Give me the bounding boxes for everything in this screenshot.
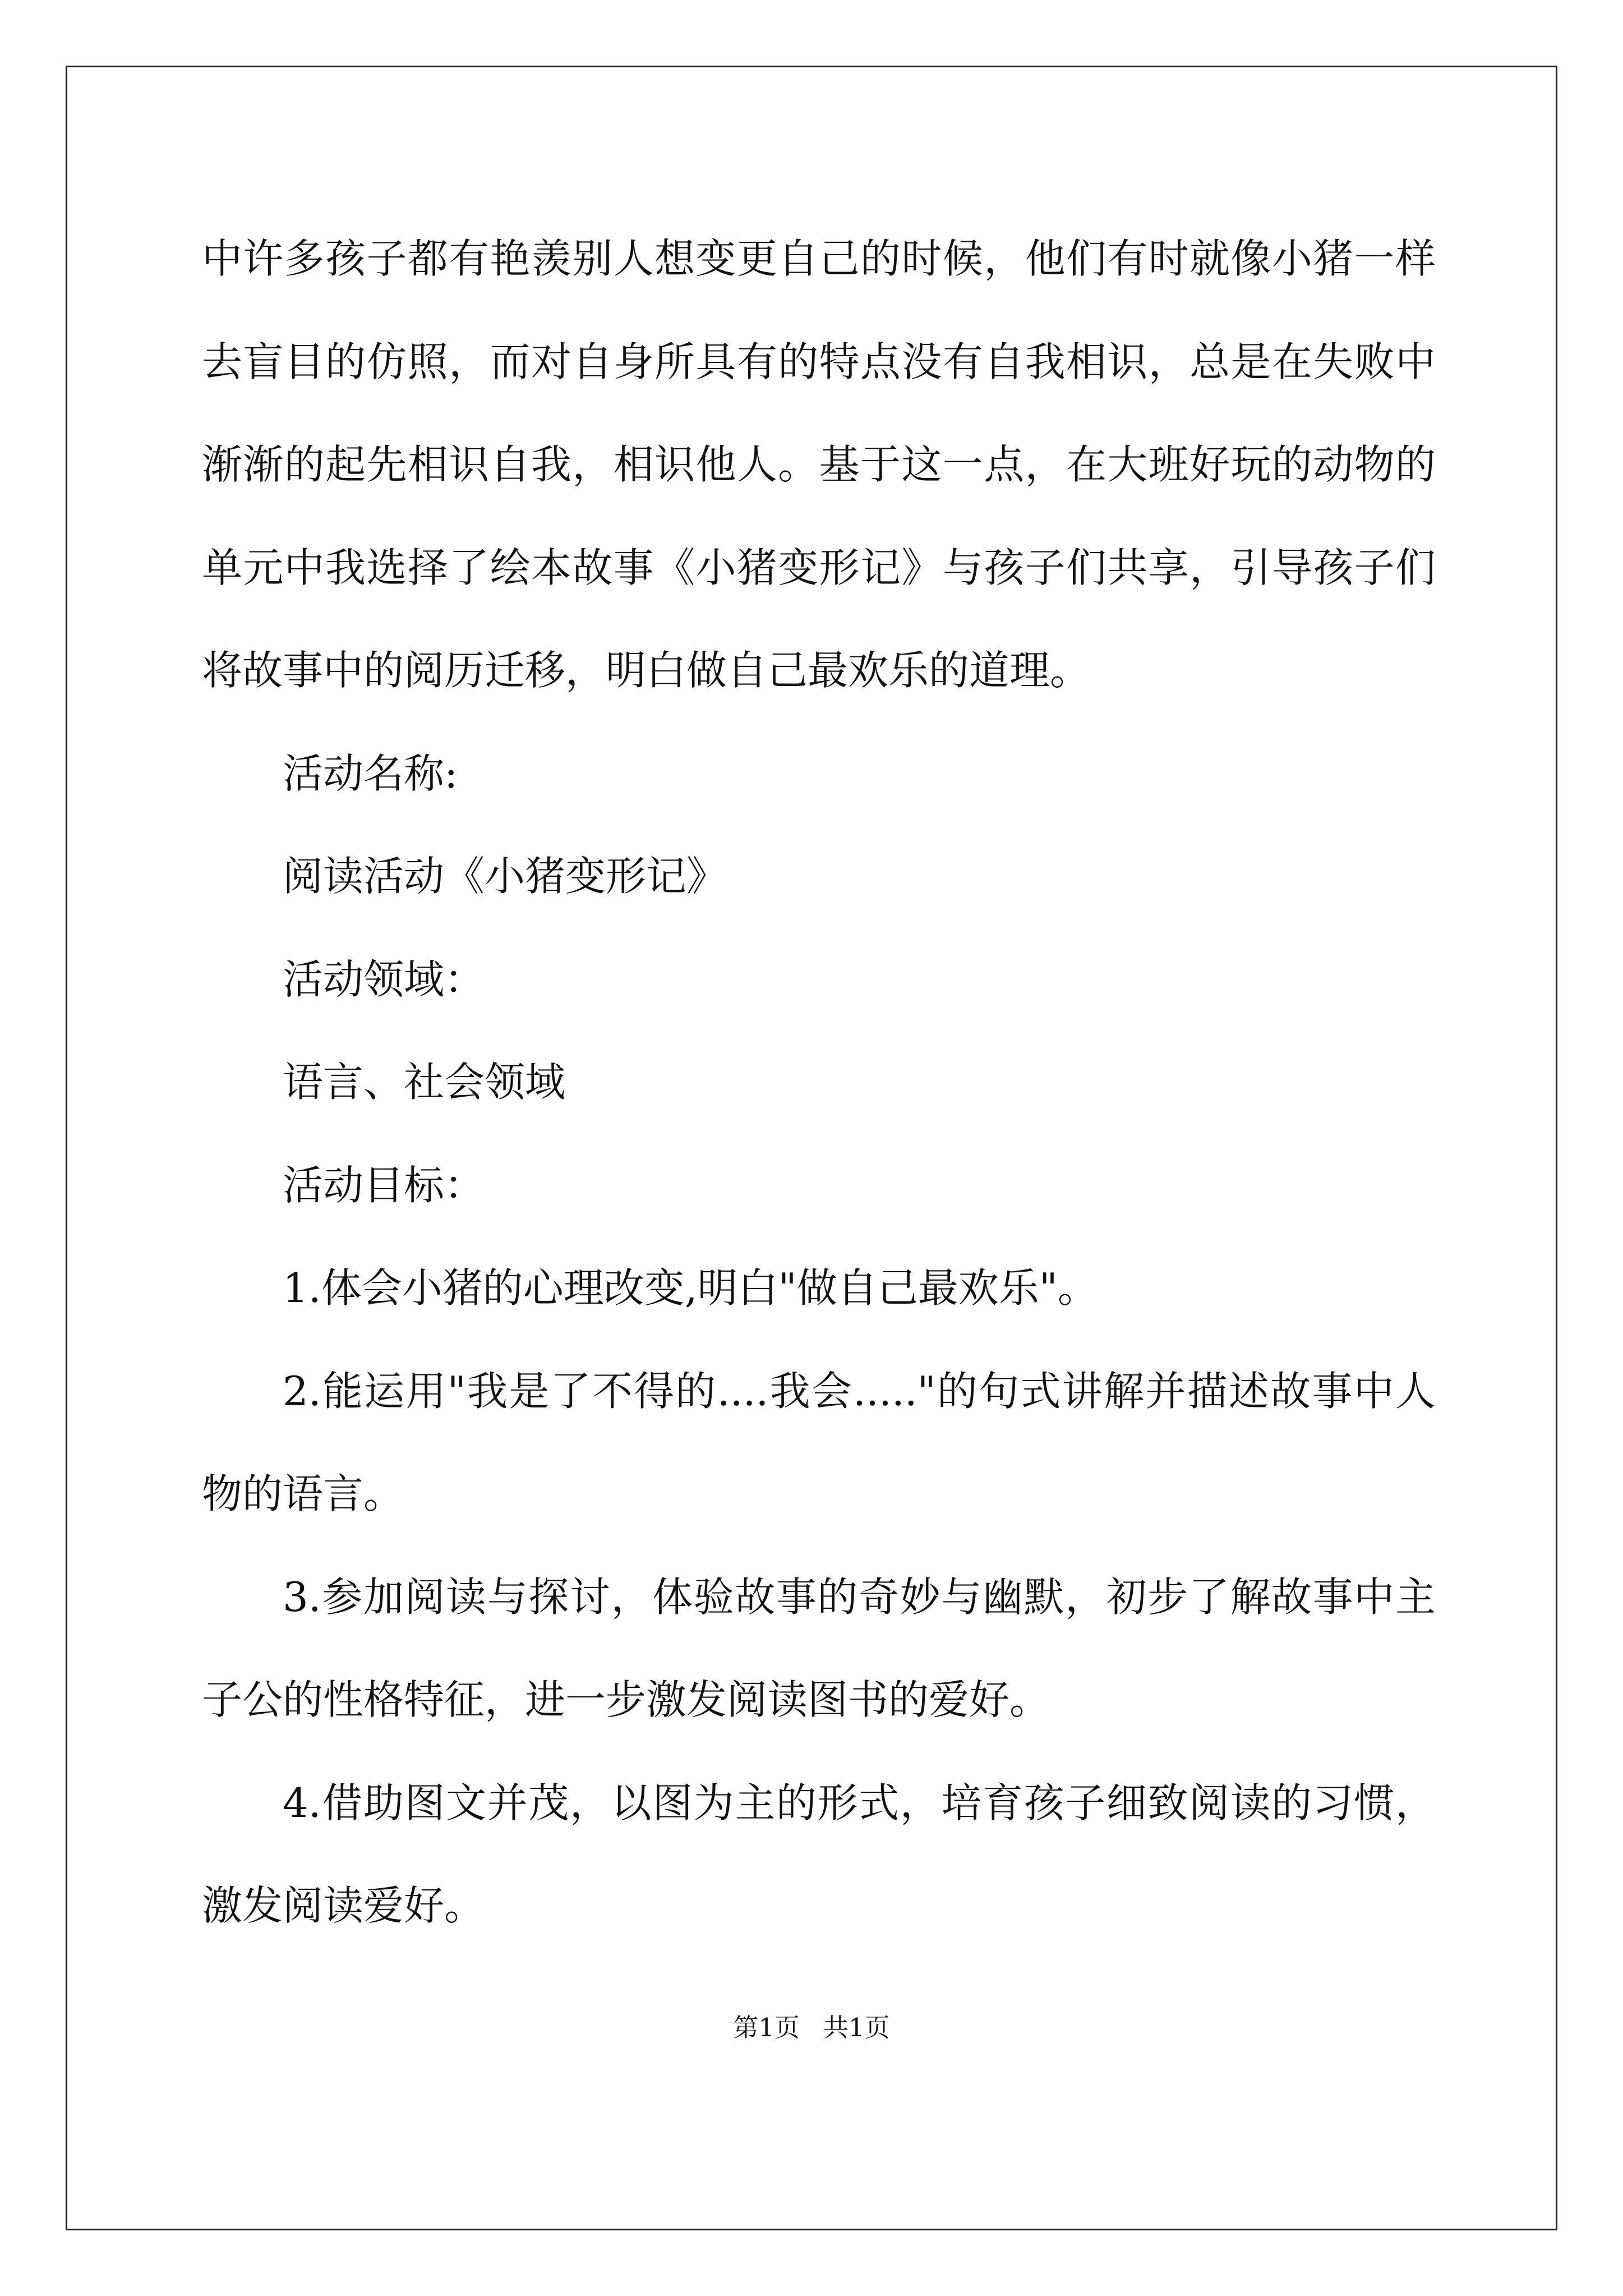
paragraph-activity-name-label: 活动名称: <box>283 749 458 797</box>
paragraph-activity-goals-label: 活动目标： <box>283 1161 485 1209</box>
paragraph-goal-1: 1.体会小猪的心理改变,明白"做自己最欢乐"。 <box>283 1264 1098 1312</box>
paragraph-activity-domain: 语言、社会领域 <box>283 1059 566 1106</box>
page-total: 共1页 <box>823 2013 890 2042</box>
document-body <box>202 208 1436 1958</box>
paragraph-goal-4: 4.借助图文并茂，以图为主的形式，培育孩子细致阅读的习惯，激发阅读爱好。 <box>202 1779 1436 1929</box>
page-footer <box>0 2011 1623 2045</box>
page-number: 第1页 <box>733 2013 800 2042</box>
paragraph-goal-3: 3.参加阅读与探讨，体验故事的奇妙与幽默，初步了解故事中主子公的性格特征，进一步激发阅读图书的爱好。 <box>202 1573 1436 1723</box>
paragraph-activity-domain-label: 活动领域： <box>283 955 485 1003</box>
paragraph-goal-2: 2.能运用"我是了不得的....我会....."的句式讲解并描述故事中人物的语言。 <box>202 1367 1436 1517</box>
paragraph-activity-name: 阅读活动《小猪变形记》 <box>283 853 727 900</box>
paragraph-intro: 中许多孩子都有艳羡别人想变更自己的时候，他们有时就像小猪一样去盲目的仿照，而对自身所具有的特点没有自我相识，总是在失败中渐渐的起先相识自我，相识他人。基于这一点，在大班好玩的动物的单元中我选择了绘本故事《小猪变形记》与孩子们共享，引导孩子们将故事中的阅历迁移，明白做自己最欢乐的道理。 <box>202 235 1436 694</box>
